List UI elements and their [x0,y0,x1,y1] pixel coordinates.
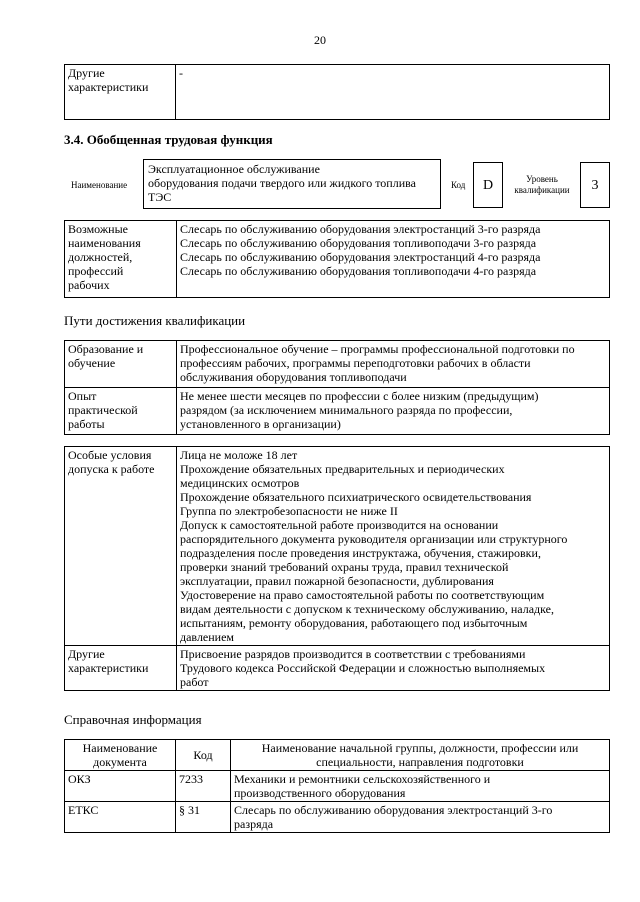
ref-header-code: Код [176,740,231,771]
qualification-level-box: 3 [580,162,610,208]
qualification-level-label: Уровень квалификации [514,174,570,195]
position-item: Слесарь по обслуживанию оборудования электростанций 3-го разряда [180,222,541,236]
name-label: Наименование [71,180,128,190]
other-characteristics-2-label: Другие характеристики [65,646,177,691]
positions-list [177,221,610,298]
reference-table [64,739,610,833]
special-conditions-value: Лица не моложе 18 лет Прохождение обязательных предварительных и периодических медицинских осмотров Прохождение обязательного психиатрического освидетельствования Группа по электробезопасности не ниже II Допуск к самостоятельной работе производится на основании распорядительного документа руководителя организации или структурного подразделения после проведения инструктажа, обучения, стажировки, проверки знаний требований охраны труда, правил технической эксплуатации, правил пожарной безопасности, дублирования Удостоверение на право самостоятельной работы по соответствующим видам деятельности с допуском к техническому обслуживанию, наладке, испытаниям, ремонту оборудования, работающего под избыточным давлением [177,447,610,646]
special-conditions-label: Особые условия допуска к работе [65,447,177,646]
reference-heading: Справочная информация [64,712,202,727]
position-item: Слесарь по обслуживанию оборудования топливоподачи 4-го разряда [180,264,537,278]
positions-label: Возможные наименования должностей, профессий рабочих [65,221,177,298]
ref-name-cell: Механики и ремонтники сельскохозяйственного и производственного оборудования [231,771,610,802]
table-row [65,771,610,802]
section-title: 3.4. Обобщенная трудовая функция [64,132,273,147]
other-characteristics-value: - [176,65,610,120]
function-name-box: Эксплуатационное обслуживание оборудования подачи твердого или жидкого топлива ТЭС [143,159,441,209]
ref-doc-cell: ОКЗ [65,771,176,802]
education-label: Образование и обучение [65,341,177,388]
ref-header-name: Наименование начальной группы, должности, профессии или специальности, направления подготовки [231,740,610,771]
code-value-box: D [473,162,503,208]
ref-header-doc: Наименование документа [65,740,176,771]
position-item: Слесарь по обслуживанию оборудования топливоподачи 3-го разряда [180,236,537,250]
experience-label: Опыт практической работы [65,388,177,435]
qualification-paths-heading: Пути достижения квалификации [64,313,246,328]
experience-value: Не менее шести месяцев по профессии с более низким (предыдущим) разрядом (за исключением минимального разряда по профессии, установленного в организации) [177,388,610,435]
ref-code-cell: 7233 [176,771,231,802]
qualification-paths-table [64,340,610,435]
ref-name-cell: Слесарь по обслуживанию оборудования электростанций 3-го разряда [231,802,610,833]
education-value: Профессиональное обучение – программы профессиональной подготовки по профессиям рабочих, программы переподготовки рабочих в области обслуживания оборудования топливоподачи [177,341,610,388]
code-label: Код [451,180,466,190]
other-characteristics-table [64,64,610,120]
ref-code-cell: § 31 [176,802,231,833]
table-row [65,802,610,833]
conditions-table [64,446,610,691]
ref-doc-cell: ЕТКС [65,802,176,833]
positions-table [64,220,610,298]
page-number: 20 [314,33,326,47]
other-characteristics-label: Другие характеристики [65,65,176,120]
position-item: Слесарь по обслуживанию оборудования электростанций 4-го разряда [180,250,541,264]
other-characteristics-2-value: Присвоение разрядов производится в соответствии с требованиями Трудового кодекса Российской Федерации и сложностью выполняемых работ [177,646,610,691]
